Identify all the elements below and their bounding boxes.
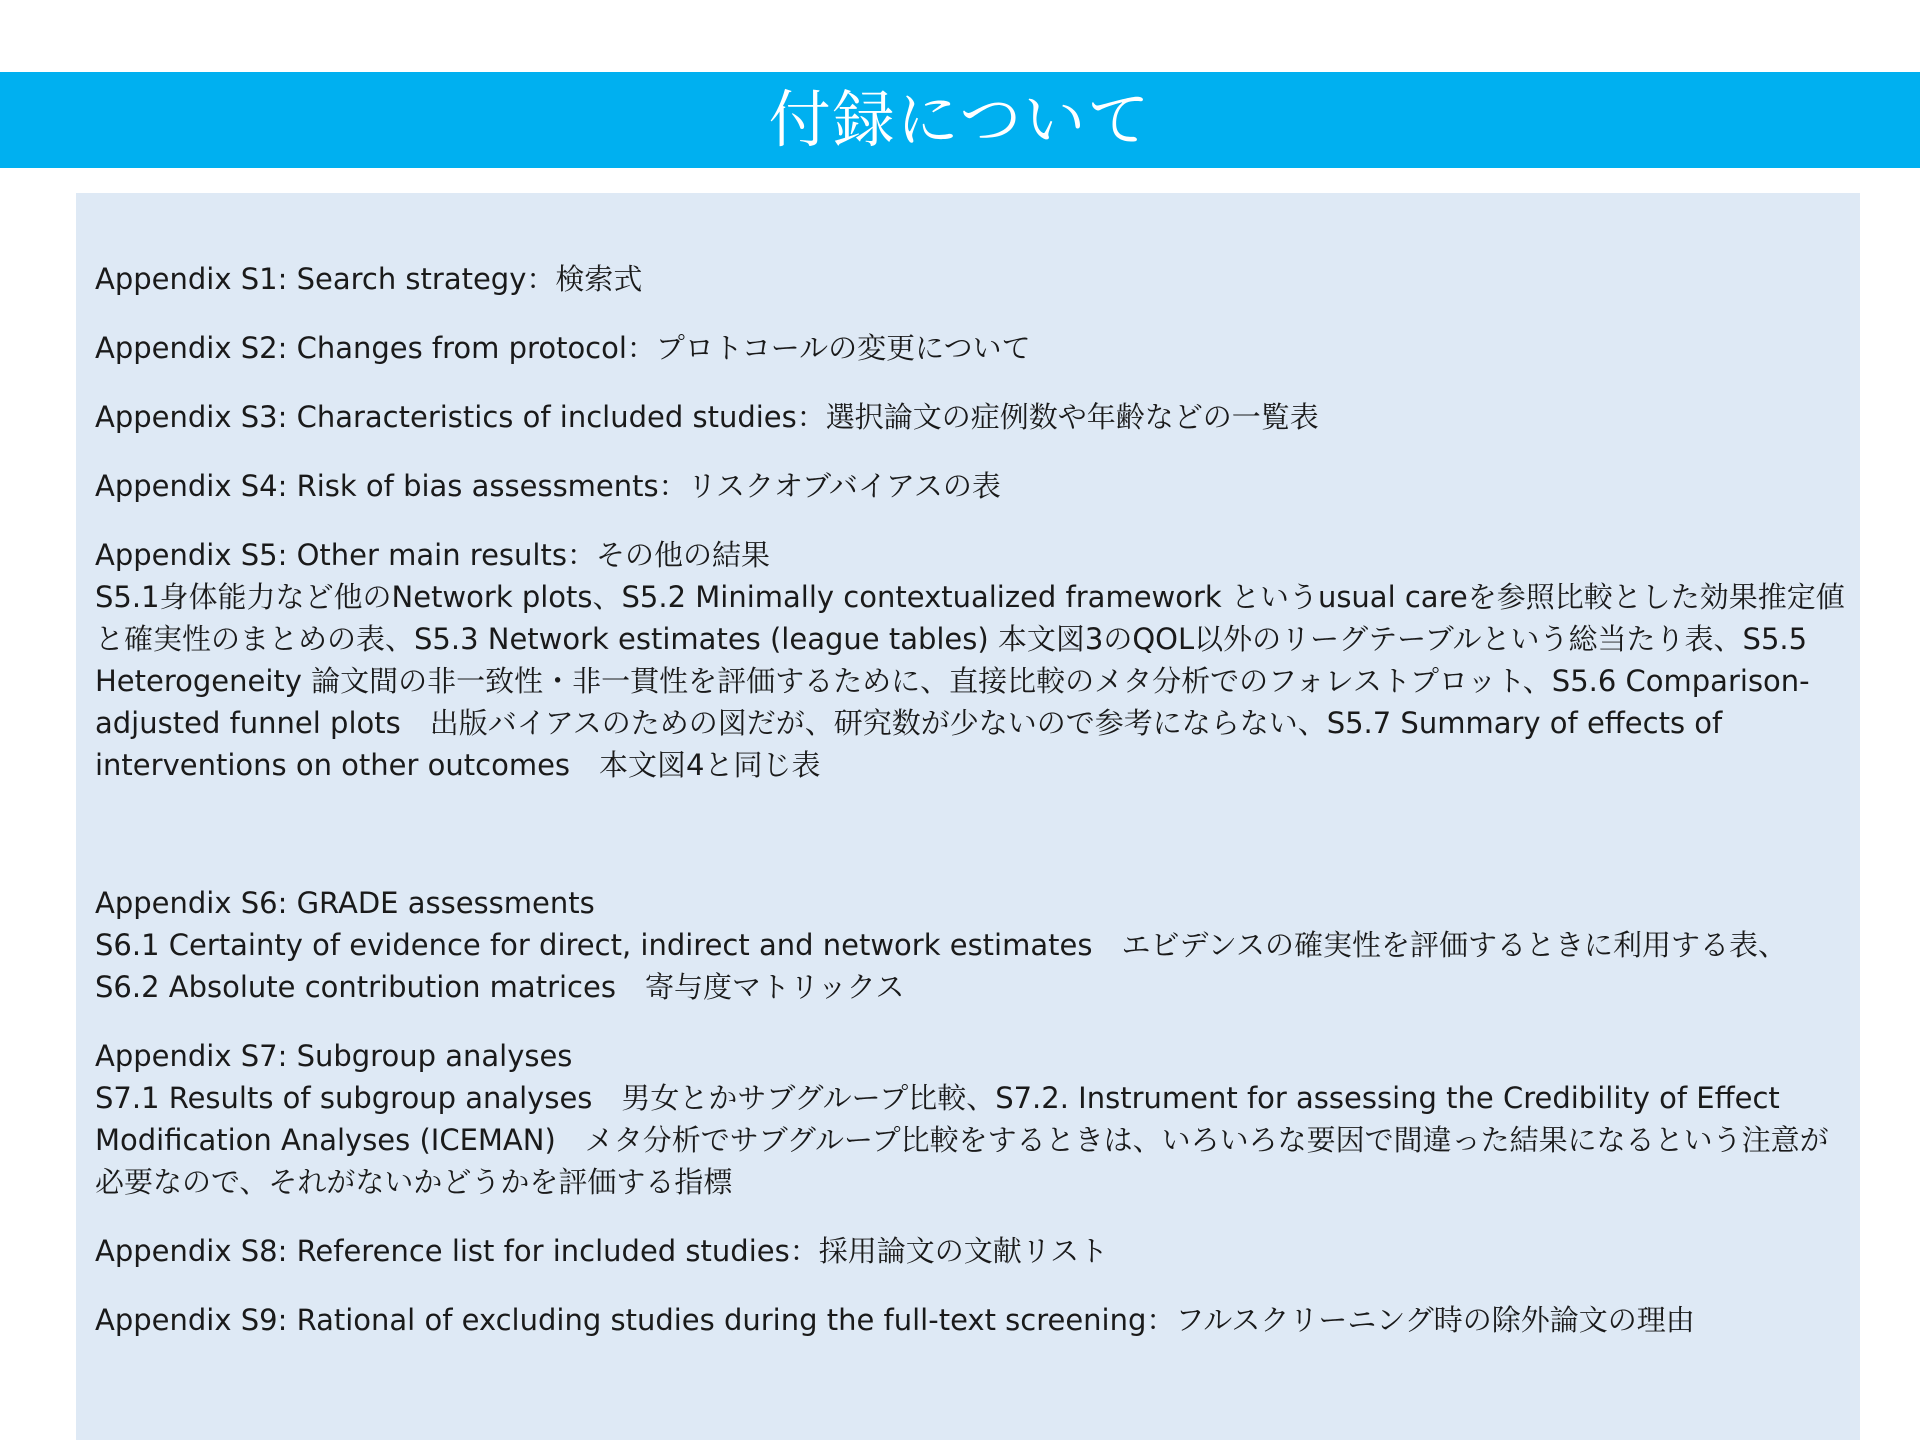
appendix-heading: Appendix S7: Subgroup analyses [95,1039,573,1073]
appendix-s3 [95,396,1846,438]
appendix-heading: Appendix S9: Rational of excluding studies during the full-text screening：フルスクリーニング時の除外論文の理由 [95,1303,1695,1337]
appendix-heading: Appendix S1: Search strategy：検索式 [95,262,643,296]
appendix-s7 [95,1035,1846,1203]
appendix-heading: Appendix S6: GRADE assessments [95,886,595,920]
page-title: 付録について [768,83,1152,156]
appendix-s4 [95,465,1846,507]
appendix-heading: Appendix S8: Reference list for included studies：採用論文の文献リスト [95,1234,1109,1268]
appendix-s8 [95,1230,1846,1272]
appendix-heading: Appendix S3: Characteristics of included studies：選択論文の症例数や年齢などの一覧表 [95,400,1319,434]
appendix-detail: S7.1 Results of subgroup analyses 男女とかサブグループ比較、S7.2. Instrument for assessing the Credibility of Effect Modification Analyses (ICEMAN) メタ分析でサブグループ比較をするときは、いろいろな要因で間違った結果になるという注意が必要なので、それがないかどうかを評価する指標 [95,1081,1829,1199]
title-bar [0,72,1920,168]
appendix-detail: S5.1身体能力など他のNetwork plots、S5.2 Minimally contextualized framework というusual careを参照比較とした効果推定値と確実性のまとめの表、S5.3 Network estimates (league tables) 本文図3のQOL以外のリーグテーブルという総当たり表、S5.5 Heterogeneity 論文間の非一致性・非一貫性を評価するために、直接比較のメタ分析でのフォレストプロット、S5.6 Comparison-adjusted funnel plots 出版バイアスのための図だが、研究数が少ないので参考にならない、S5.7 Summary of effects of interventions on other outcomes 本文図4と同じ表 [95,580,1845,782]
appendix-detail: S6.1 Certainty of evidence for direct, indirect and network estimates エビデンスの確実性を評価するときに利用する表、S6.2 Absolute contribution matrices 寄与度マトリックス [95,928,1787,1004]
appendix-list-panel [76,193,1860,1440]
appendix-s9 [95,1299,1846,1341]
appendix-s1 [95,258,1846,300]
appendix-s2 [95,327,1846,369]
appendix-s6 [95,882,1846,1008]
appendix-heading: Appendix S5: Other main results：その他の結果 [95,538,770,572]
appendix-heading: Appendix S2: Changes from protocol：プロトコールの変更について [95,331,1031,365]
appendix-s5 [95,534,1846,786]
appendix-heading: Appendix S4: Risk of bias assessments：リスクオブバイアスの表 [95,469,1001,503]
